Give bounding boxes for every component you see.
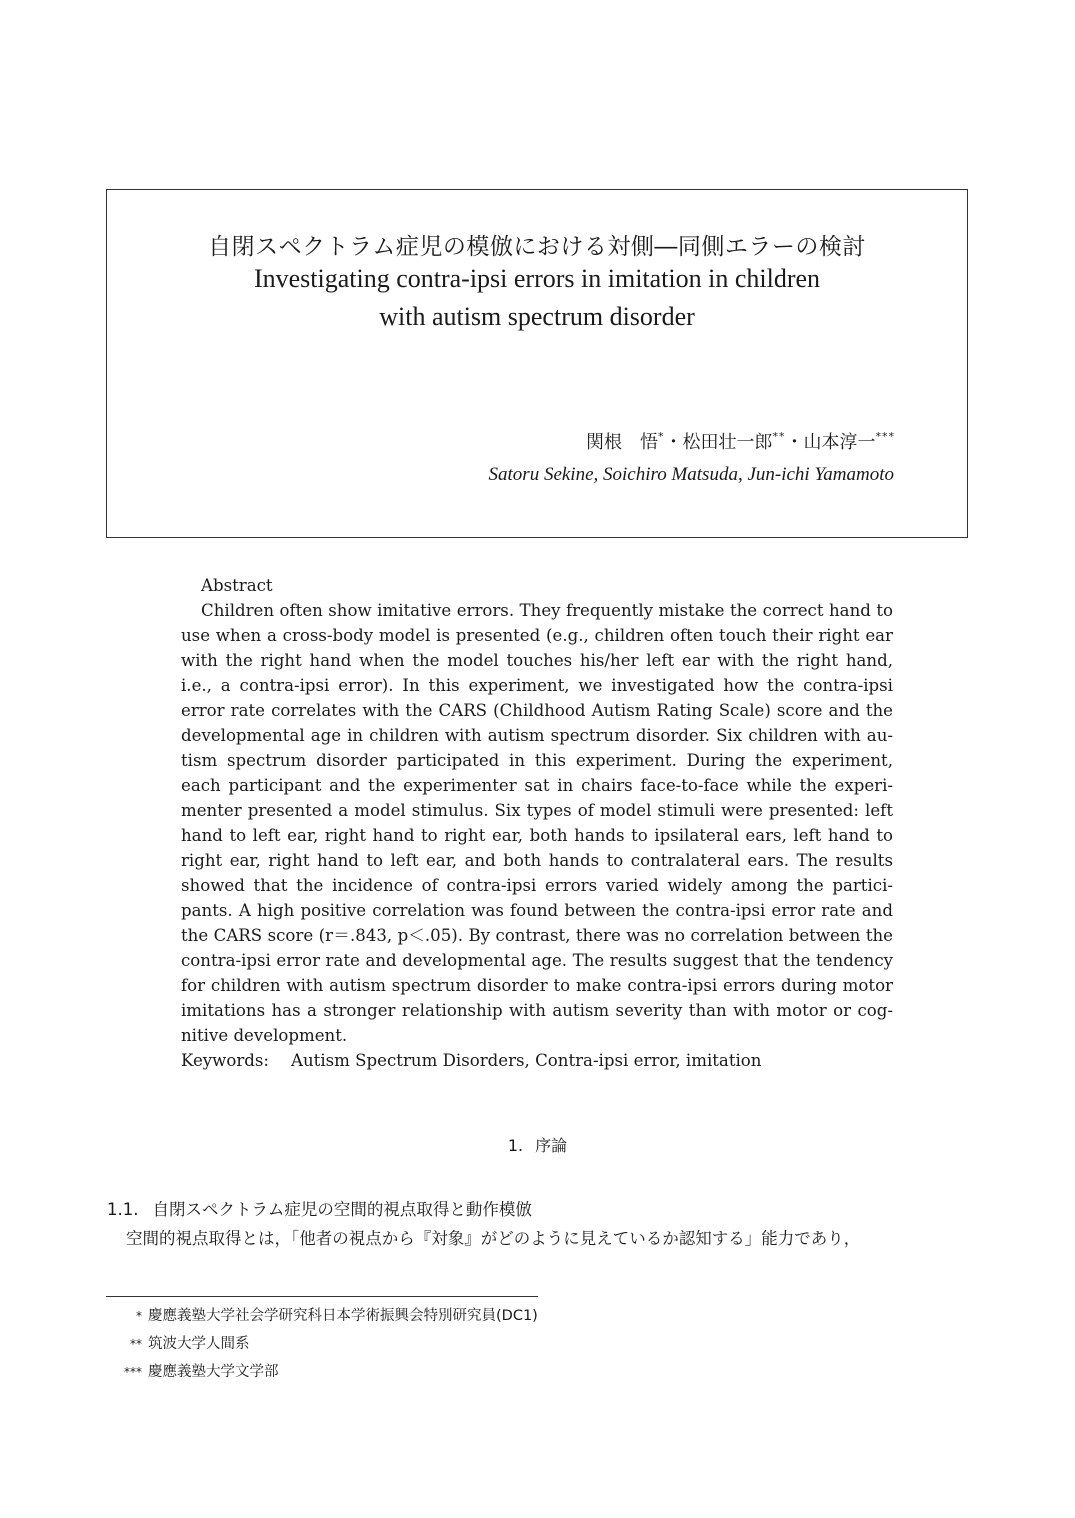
footnote-text: 慶應義塾大学社会学研究科日本学術振興会特別研究員(DC1) [148,1308,538,1324]
subsection-number: 1.1. [107,1200,139,1219]
title-japanese: 自閉スペクトラム症児の模倣における対側―同側エラーの検討 [208,234,866,260]
author-separator: ・ [664,432,683,453]
footnote-text: 筑波大学人間系 [148,1336,250,1352]
author-1-name: 関根 悟 [586,432,658,453]
author-1-mark: * [658,430,665,443]
footnote-text: 慶應義塾大学文学部 [148,1364,279,1380]
section-number: 1. [507,1136,524,1155]
subsection-heading [107,1196,532,1220]
footnote-item [106,1330,538,1358]
author-3-mark: *** [875,430,895,443]
section-title: 序論 [535,1136,568,1155]
footnote-mark: ** [130,1337,142,1351]
title-box [106,189,968,538]
footnote-divider [106,1296,538,1297]
authors-japanese [586,428,895,454]
keywords [181,1048,893,1073]
author-3-name: 山本淳一 [803,432,876,453]
section-heading [0,1133,1075,1156]
abstract [181,573,893,1073]
authors-english: Satoru Sekine, Soichiro Matsuda, Jun-ichi Yamamoto [488,464,894,485]
subsection-title: 自閉スペクトラム症児の空間的視点取得と動作模倣 [152,1200,532,1219]
footnote-mark: *** [124,1365,142,1379]
footnote-item [106,1358,538,1386]
footnote-item [106,1302,538,1330]
author-2-name: 松田壮一郎 [682,432,773,453]
keywords-label: Keywords: [181,1051,270,1070]
author-2-mark: ** [772,430,786,443]
body-paragraph: 空間的視点取得とは，「他者の視点から『対象』がどのように見えているか認知する」能力であり， [126,1229,861,1248]
footnotes [106,1302,538,1386]
abstract-body: Children often show imitative errors. They frequently mistake the correct hand to use when a cross-body model is presented (e.g., children often touch their right ear with the right hand when the model touches his/her left ear with the right hand, i.e., a contra-ipsi error). In this experiment, we investigated how the contra-ipsi error rate correlates with the CARS (Childhood Autism Rating Scale) score and the developmental age in children with autism spectrum disorder. Six children with autism spectrum disorder participated in this experiment. During the experiment, each participant and the experimenter sat in chairs face-to-face while the experimenter presented a model stimulus. Six types of model stimuli were presented: left hand to left ear, right hand to right ear, both hands to ipsilateral ears, left hand to right ear, right hand to left ear, and both hands to contralateral ears. The results showed that the incidence of contra-ipsi errors varied widely among the participants. A high positive correlation was found between the contra-ipsi error rate and the CARS score (r＝.843, p＜.05). By contrast, there was no correlation between the contra-ipsi error rate and developmental age. The results suggest that the tendency for children with autism spectrum disorder to make contra-ipsi errors during motor imitations has a stronger relationship with autism severity than with motor or cognitive development. [181,601,893,1045]
keywords-list: Autism Spectrum Disorders, Contra-ipsi error, imitation [291,1051,762,1070]
abstract-heading: Abstract [201,576,273,595]
author-separator: ・ [785,432,804,453]
title-english-line-2: with autism spectrum disorder [379,302,695,331]
title-english-line-1: Investigating contra-ipsi errors in imitation in children [253,264,821,293]
footnote-mark: * [136,1309,142,1323]
